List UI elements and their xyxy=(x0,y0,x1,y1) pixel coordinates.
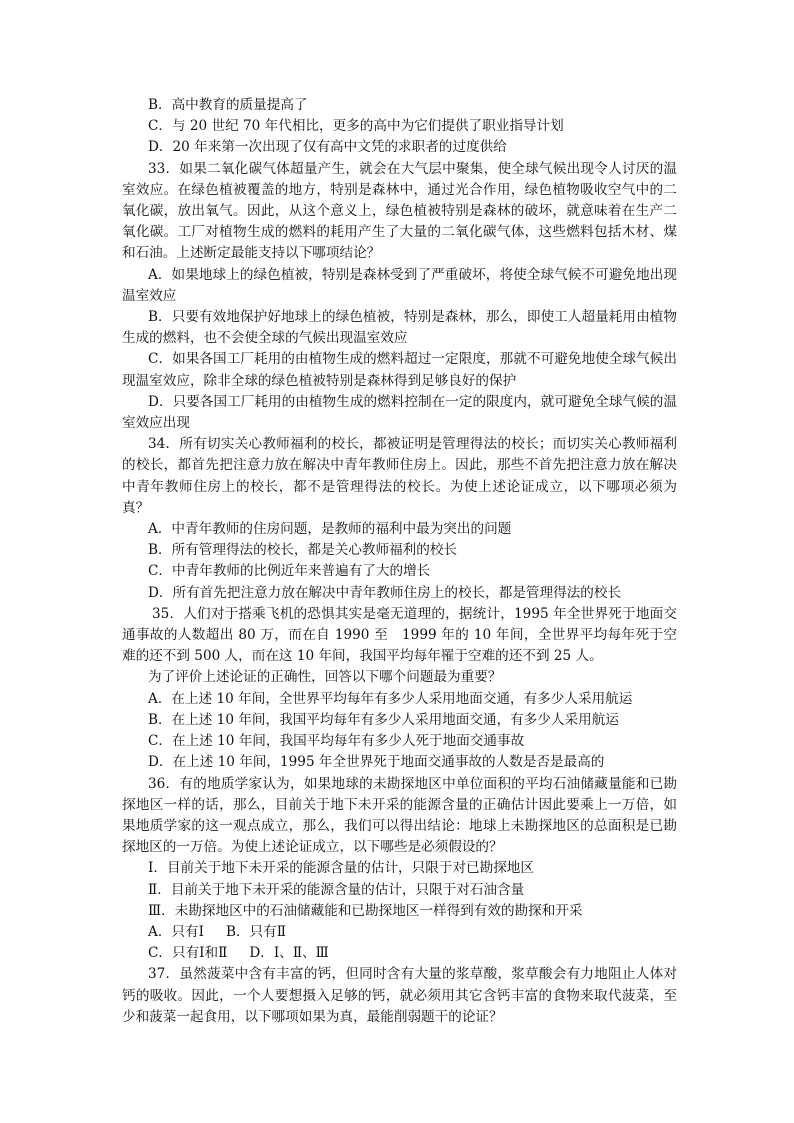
q36-stem: 36．有的地质学家认为，如果地球的未勘探地区中单位面积的平均石油储藏量能和已勘探地区一样的话，那么，目前关于地下未开采的能源含量的正确估计因此要乘上一万倍，如果地质学家的这一观点成立，那么，我们可以得出结论：地球上未勘探地区的总面积是已勘探地区的一万倍。为使上述论证成立，以下哪些是必须假设的？ xyxy=(122,775,677,856)
q36-option-c: C．只有Ⅰ和Ⅱ xyxy=(148,945,228,962)
q33-option-b: B．只要有效地保护好地球上的绿色植被，特别是森林，那么，即使工人超量耗用由植物生成的燃料，也不会使全球的气候出现温室效应 xyxy=(122,309,677,347)
q36-option-a: A．只有Ⅰ xyxy=(148,923,204,940)
q35-option-c: C．在上述 10 年间，我国平均每年有多少人死于地面交通事故 xyxy=(148,733,525,750)
q35-option-b: B．在上述 10 年间，我国平均每年有多少人采用地面交通，有多少人采用航运 xyxy=(148,711,619,728)
q35-stem: 35．人们对于搭乘飞机的恐惧其实是毫无道理的，据统计，1995 年全世界死于地面交通事故的人数超出 80 万，而在自 1990 至 1999 年的 10 年间，全世界平均每年死于空难的还不到 500 人，而在这 10 年间，我国平均每年罹于空难的还不到 25 人。 xyxy=(122,605,677,665)
q36-options-row-2 xyxy=(122,943,677,964)
q33-option-c: C．如果各国工厂耗用的由植物生成的燃料超过一定限度，那就不可避免地使全球气候出现温室效应，除非全球的绿色植被特别是森林得到足够良好的保护 xyxy=(122,351,677,389)
q32-option-b: B．高中教育的质量提高了 xyxy=(148,97,308,113)
q32-option-d: D．20 年来第一次出现了仅有高中文凭的求职者的过度供给 xyxy=(148,139,507,156)
document-page xyxy=(122,95,677,1028)
q32-option-c: C．与 20 世纪 70 年代相比，更多的高中为它们提供了职业指导计划 xyxy=(148,118,564,135)
q36-premise-2: Ⅱ．目前关于地下未开采的能源含量的估计，只限于对石油含量 xyxy=(148,881,525,898)
q33-option-d: D．只要各国工厂耗用的由植物生成的燃料控制在一定的限度内，就可避免全球气候的温室效应出现 xyxy=(122,393,677,432)
q33-option-a: A．如果地球上的绿色植被，特别是森林受到了严重破坏，将使全球气候不可避免地出现温室效应 xyxy=(122,266,677,304)
q35-option-a: A．在上述 10 年间，全世界平均每年有多少人采用地面交通，有多少人采用航运 xyxy=(148,690,633,707)
q36-option-b: B．只有Ⅱ xyxy=(225,923,286,940)
q37-stem: 37．虽然菠菜中含有丰富的钙，但同时含有大量的浆草酸，浆草酸会有力地阻止人体对钙的吸收。因此，一个人要想摄入足够的钙，就必须用其它含钙丰富的食物来取代菠菜，至少和菠菜一起食用，以下哪项如果为真，最能削弱题干的论证？ xyxy=(122,966,677,1025)
q34-stem: 34．所有切实关心教师福利的校长，都被证明是管理得法的校长；而切实关心教师福利的校长，都首先把注意力放在解决中青年教师住房上。因此，那些不首先把注意力放在解决中青年教师住房上的校长，都不是管理得法的校长。为使上述论证成立，以下哪项必须为真？ xyxy=(122,436,677,516)
q36-premise-1: Ⅰ．目前关于地下未开采的能源含量的估计，只限于对已勘探地区 xyxy=(148,860,534,877)
q36-option-d: D．Ⅰ、Ⅱ、Ⅲ xyxy=(249,945,329,962)
q34-option-b: B．所有管理得法的校长，都是关心教师福利的校长 xyxy=(148,542,458,559)
q36-premise-3: Ⅲ．未勘探地区中的石油储藏能和已勘探地区一样得到有效的勘探和开采 xyxy=(148,902,583,919)
q34-option-d: D．所有首先把注意力放在解决中青年教师住房上的校长，都是管理得法的校长 xyxy=(148,584,622,601)
q36-options-row-1 xyxy=(122,922,677,943)
q34-option-a: A．中青年教师的住房问题，是教师的福利中最为突出的问题 xyxy=(148,521,512,538)
q35-question: 为了评价上述论证的正确性，回答以下哪个问题最为重要？ xyxy=(148,669,502,686)
q33-stem: 33．如果二氧化碳气体超量产生，就会在大气层中聚集，使全球气候出现令人讨厌的温室效应。在绿色植被覆盖的地方，特别是森林中，通过光合作用，绿色植物吸收空气中的二氧化碳，放出氧气。因此，从这个意义上，绿色植被特别是森林的破坏，就意味着在生产二氧化碳。工厂对植物生成的燃料的耗用产生了大量的二氧化碳气体，这些燃料包括木材、煤和石油。上述断定最能支持以下哪项结论？ xyxy=(122,160,677,262)
q35-option-d: D．在上述 10 年间，1995 年全世界死于地面交通事故的人数是否是最高的 xyxy=(148,754,605,771)
q34-option-c: C．中青年教师的比例近年来普遍有了大的增长 xyxy=(148,563,431,580)
